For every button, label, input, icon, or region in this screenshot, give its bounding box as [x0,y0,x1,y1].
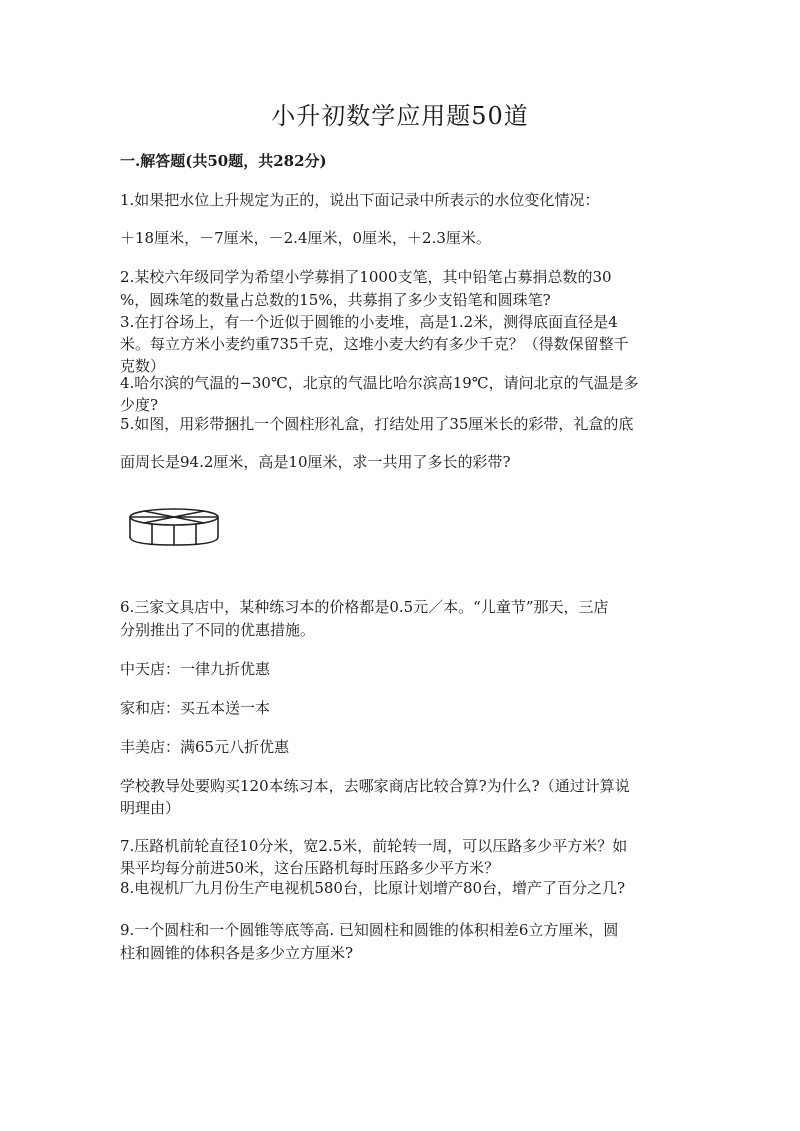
question-3-line-2: 米。每立方米小麦约重735千克，这堆小麦大约有多少千克？（得数保留整千 [120,335,629,353]
question-1-line-2: ＋18厘米，－7厘米，－2.4厘米，0厘米，＋2.3厘米。 [120,229,491,247]
question-1-line-1: 1.如果把水位上升规定为正的，说出下面记录中所表示的水位变化情况： [120,191,600,209]
question-4-line-1: 4.哈尔滨的气温的−30℃，北京的气温比哈尔滨高19℃，请问北京的气温是多 [120,374,639,392]
question-7-line-2: 果平均每分前进50米，这台压路机每时压路多少平方米？ [120,859,500,877]
question-3-line-3: 克数） [120,357,166,375]
page-title: 小升初数学应用题50道 [271,102,529,130]
question-6-store-2: 家和店：买五本送一本 [120,699,271,717]
question-8-line-1: 8.电视机厂九月份生产电视机580台，比原计划增产80台，增产了百分之几? [120,879,626,897]
question-2-line-1: 2.某校六年级同学为希望小学募捐了1000支笔，其中铅笔占募捐总数的30 [120,268,612,286]
question-4-line-2: 少度? [120,396,159,414]
question-6-store-1: 中天店：一律九折优惠 [120,660,271,678]
cylinder-gift-box-figure [128,505,222,551]
question-5-line-1: 5.如图，用彩带捆扎一个圆柱形礼盒，打结处用了35厘米长的彩带，礼盒的底 [120,415,634,433]
question-6-line-2: 分别推出了不同的优惠措施。 [120,621,316,639]
question-6-line-3: 学校教导处要购买120本练习本，去哪家商店比较合算?为什么?（通过计算说 [120,777,630,795]
question-9-line-2: 柱和圆锥的体积各是多少立方厘米? [120,944,354,962]
question-6-store-3: 丰美店：满65元八折优惠 [120,738,290,756]
question-7-line-1: 7.压路机前轮直径10分米，宽2.5米，前轮转一周，可以压路多少平方米？如 [120,837,628,855]
question-9-line-1: 9.一个圆柱和一个圆锥等底等高. 已知圆柱和圆锥的体积相差6立方厘米，圆 [120,921,619,939]
question-6-line-1: 6.三家文具店中，某种练习本的价格都是0.5元／本。“儿童节”那天，三店 [120,598,609,616]
section-heading: 一.解答题(共50题，共282分) [120,152,327,170]
question-5-line-2: 面周长是94.2厘米，高是10厘米，求一共用了多长的彩带? [120,453,511,471]
question-2-line-2: %，圆珠笔的数量占总数的15%，共募捐了多少支铅笔和圆珠笔? [120,291,551,309]
question-3-line-1: 3.在打谷场上，有一个近似于圆锥的小麦堆，高是1.2米，测得底面直径是4 [120,313,618,331]
question-6-line-4: 明理由） [120,799,181,817]
